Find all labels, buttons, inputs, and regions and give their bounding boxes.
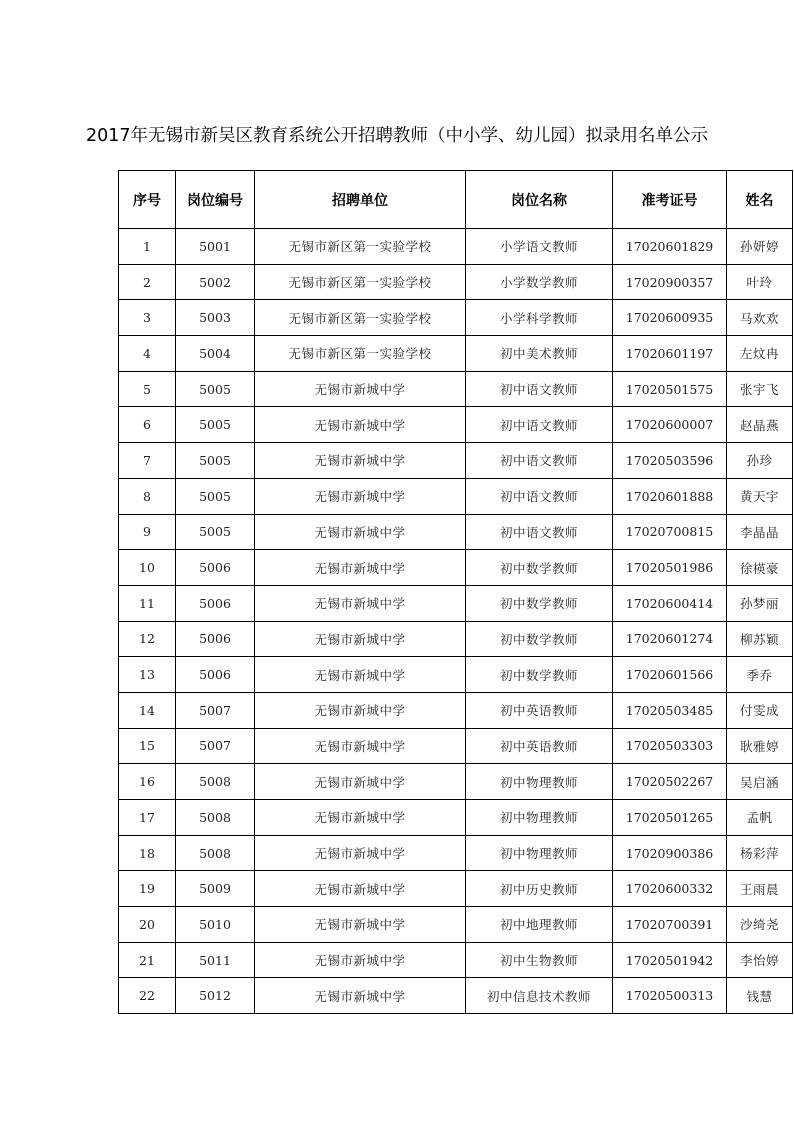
- column-header-unit: 招聘单位: [255, 171, 466, 229]
- cell-no: 10: [119, 550, 176, 586]
- cell-post-code: 5005: [176, 407, 255, 443]
- table-row: [119, 336, 793, 372]
- cell-exam-id: 17020600935: [613, 300, 727, 336]
- cell-post-code: 5005: [176, 371, 255, 407]
- cell-exam-id: 17020503596: [613, 443, 727, 479]
- table-row: [119, 514, 793, 550]
- cell-name: 左炆冉: [727, 336, 793, 372]
- cell-name: 马欢欢: [727, 300, 793, 336]
- cell-post: 初中物理教师: [466, 800, 613, 836]
- cell-unit: 无锡市新城中学: [255, 514, 466, 550]
- cell-unit: 无锡市新城中学: [255, 871, 466, 907]
- cell-name: 黄天宇: [727, 478, 793, 514]
- cell-name: 李晶晶: [727, 514, 793, 550]
- column-header-no: 序号: [119, 171, 176, 229]
- table-row: [119, 478, 793, 514]
- cell-unit: 无锡市新区第一实验学校: [255, 300, 466, 336]
- cell-name: 徐楧豪: [727, 550, 793, 586]
- cell-post-code: 5003: [176, 300, 255, 336]
- cell-no: 4: [119, 336, 176, 372]
- cell-post: 初中语文教师: [466, 371, 613, 407]
- cell-post: 初中语文教师: [466, 407, 613, 443]
- cell-unit: 无锡市新城中学: [255, 907, 466, 943]
- cell-exam-id: 17020900386: [613, 835, 727, 871]
- cell-name: 付雯成: [727, 692, 793, 728]
- cell-no: 12: [119, 621, 176, 657]
- cell-unit: 无锡市新城中学: [255, 371, 466, 407]
- cell-post: 初中生物教师: [466, 942, 613, 978]
- cell-no: 16: [119, 764, 176, 800]
- cell-no: 18: [119, 835, 176, 871]
- cell-exam-id: 17020500313: [613, 978, 727, 1014]
- table-row: [119, 657, 793, 693]
- table-row: [119, 371, 793, 407]
- cell-name: 叶玲: [727, 264, 793, 300]
- cell-exam-id: 17020503303: [613, 728, 727, 764]
- cell-unit: 无锡市新城中学: [255, 692, 466, 728]
- cell-post-code: 5005: [176, 443, 255, 479]
- cell-name: 柳苏颖: [727, 621, 793, 657]
- cell-unit: 无锡市新城中学: [255, 728, 466, 764]
- cell-no: 21: [119, 942, 176, 978]
- cell-name: 吴启涵: [727, 764, 793, 800]
- cell-post-code: 5006: [176, 657, 255, 693]
- cell-exam-id: 17020700391: [613, 907, 727, 943]
- table-row: [119, 871, 793, 907]
- cell-no: 17: [119, 800, 176, 836]
- cell-post: 初中英语教师: [466, 692, 613, 728]
- cell-exam-id: 17020600414: [613, 585, 727, 621]
- cell-no: 3: [119, 300, 176, 336]
- column-header-post-code: 岗位编号: [176, 171, 255, 229]
- table-row: [119, 300, 793, 336]
- cell-unit: 无锡市新区第一实验学校: [255, 229, 466, 265]
- cell-no: 2: [119, 264, 176, 300]
- cell-no: 6: [119, 407, 176, 443]
- cell-exam-id: 17020601197: [613, 336, 727, 372]
- cell-exam-id: 17020600007: [613, 407, 727, 443]
- cell-exam-id: 17020601888: [613, 478, 727, 514]
- cell-unit: 无锡市新城中学: [255, 657, 466, 693]
- cell-name: 杨彩萍: [727, 835, 793, 871]
- table-row: [119, 800, 793, 836]
- table-row: [119, 407, 793, 443]
- cell-exam-id: 17020900357: [613, 264, 727, 300]
- cell-post: 初中数学教师: [466, 657, 613, 693]
- cell-unit: 无锡市新城中学: [255, 764, 466, 800]
- cell-post-code: 5010: [176, 907, 255, 943]
- cell-post-code: 5009: [176, 871, 255, 907]
- table-header-row: [119, 171, 793, 229]
- cell-post: 初中数学教师: [466, 550, 613, 586]
- cell-exam-id: 17020700815: [613, 514, 727, 550]
- cell-post: 初中语文教师: [466, 478, 613, 514]
- cell-post-code: 5004: [176, 336, 255, 372]
- cell-exam-id: 17020502267: [613, 764, 727, 800]
- table-row: [119, 907, 793, 943]
- cell-name: 李怡婷: [727, 942, 793, 978]
- cell-post: 初中美术教师: [466, 336, 613, 372]
- cell-post: 初中数学教师: [466, 621, 613, 657]
- cell-unit: 无锡市新城中学: [255, 550, 466, 586]
- hiring-roster-table: [118, 170, 793, 1014]
- table-row: [119, 229, 793, 265]
- cell-unit: 无锡市新城中学: [255, 621, 466, 657]
- cell-unit: 无锡市新城中学: [255, 942, 466, 978]
- cell-name: 钱慧: [727, 978, 793, 1014]
- cell-exam-id: 17020600332: [613, 871, 727, 907]
- cell-unit: 无锡市新城中学: [255, 835, 466, 871]
- cell-post: 初中历史教师: [466, 871, 613, 907]
- table-row: [119, 764, 793, 800]
- column-header-name: 姓名: [727, 171, 793, 229]
- cell-name: 沙绮尧: [727, 907, 793, 943]
- cell-exam-id: 17020501942: [613, 942, 727, 978]
- cell-name: 王雨晨: [727, 871, 793, 907]
- table-row: [119, 550, 793, 586]
- cell-unit: 无锡市新城中学: [255, 800, 466, 836]
- column-header-exam-id: 准考证号: [613, 171, 727, 229]
- cell-unit: 无锡市新城中学: [255, 978, 466, 1014]
- cell-no: 9: [119, 514, 176, 550]
- cell-unit: 无锡市新城中学: [255, 443, 466, 479]
- page-title: 2017年无锡市新吴区教育系统公开招聘教师（中小学、幼儿园）拟录用名单公示: [85, 126, 709, 146]
- cell-no: 15: [119, 728, 176, 764]
- cell-post: 小学科学教师: [466, 300, 613, 336]
- cell-name: 孟帆: [727, 800, 793, 836]
- cell-exam-id: 17020501265: [613, 800, 727, 836]
- cell-post-code: 5006: [176, 621, 255, 657]
- cell-post: 小学数学教师: [466, 264, 613, 300]
- cell-post-code: 5006: [176, 585, 255, 621]
- cell-post-code: 5008: [176, 835, 255, 871]
- cell-post-code: 5007: [176, 692, 255, 728]
- table-row: [119, 585, 793, 621]
- cell-post: 初中地理教师: [466, 907, 613, 943]
- cell-exam-id: 17020501986: [613, 550, 727, 586]
- cell-name: 赵晶燕: [727, 407, 793, 443]
- table-row: [119, 978, 793, 1014]
- cell-post: 初中语文教师: [466, 443, 613, 479]
- cell-exam-id: 17020601274: [613, 621, 727, 657]
- cell-exam-id: 17020503485: [613, 692, 727, 728]
- cell-no: 1: [119, 229, 176, 265]
- cell-unit: 无锡市新城中学: [255, 478, 466, 514]
- table-row: [119, 443, 793, 479]
- cell-name: 孙珍: [727, 443, 793, 479]
- cell-name: 季乔: [727, 657, 793, 693]
- cell-post: 初中信息技术教师: [466, 978, 613, 1014]
- cell-exam-id: 17020601566: [613, 657, 727, 693]
- cell-post: 初中语文教师: [466, 514, 613, 550]
- cell-post: 初中数学教师: [466, 585, 613, 621]
- cell-no: 11: [119, 585, 176, 621]
- cell-name: 张宇飞: [727, 371, 793, 407]
- cell-post-code: 5008: [176, 800, 255, 836]
- cell-name: 孙妍婷: [727, 229, 793, 265]
- cell-post-code: 5002: [176, 264, 255, 300]
- cell-post: 初中英语教师: [466, 728, 613, 764]
- cell-post-code: 5011: [176, 942, 255, 978]
- table-row: [119, 692, 793, 728]
- cell-name: 孙梦丽: [727, 585, 793, 621]
- table-row: [119, 621, 793, 657]
- cell-post-code: 5008: [176, 764, 255, 800]
- cell-exam-id: 17020501575: [613, 371, 727, 407]
- cell-name: 耿雅婷: [727, 728, 793, 764]
- cell-post-code: 5007: [176, 728, 255, 764]
- cell-no: 5: [119, 371, 176, 407]
- cell-unit: 无锡市新城中学: [255, 407, 466, 443]
- table-row: [119, 835, 793, 871]
- cell-no: 20: [119, 907, 176, 943]
- table-row: [119, 264, 793, 300]
- table-row: [119, 942, 793, 978]
- table-body: [119, 229, 793, 1014]
- cell-post-code: 5006: [176, 550, 255, 586]
- cell-no: 19: [119, 871, 176, 907]
- cell-unit: 无锡市新区第一实验学校: [255, 336, 466, 372]
- cell-post-code: 5001: [176, 229, 255, 265]
- cell-no: 13: [119, 657, 176, 693]
- cell-no: 8: [119, 478, 176, 514]
- cell-post: 初中物理教师: [466, 764, 613, 800]
- table-row: [119, 728, 793, 764]
- cell-post-code: 5005: [176, 514, 255, 550]
- cell-unit: 无锡市新城中学: [255, 585, 466, 621]
- cell-post-code: 5012: [176, 978, 255, 1014]
- cell-no: 14: [119, 692, 176, 728]
- cell-post-code: 5005: [176, 478, 255, 514]
- cell-post: 初中物理教师: [466, 835, 613, 871]
- cell-no: 7: [119, 443, 176, 479]
- cell-post: 小学语文教师: [466, 229, 613, 265]
- cell-unit: 无锡市新区第一实验学校: [255, 264, 466, 300]
- cell-exam-id: 17020601829: [613, 229, 727, 265]
- column-header-post: 岗位名称: [466, 171, 613, 229]
- cell-no: 22: [119, 978, 176, 1014]
